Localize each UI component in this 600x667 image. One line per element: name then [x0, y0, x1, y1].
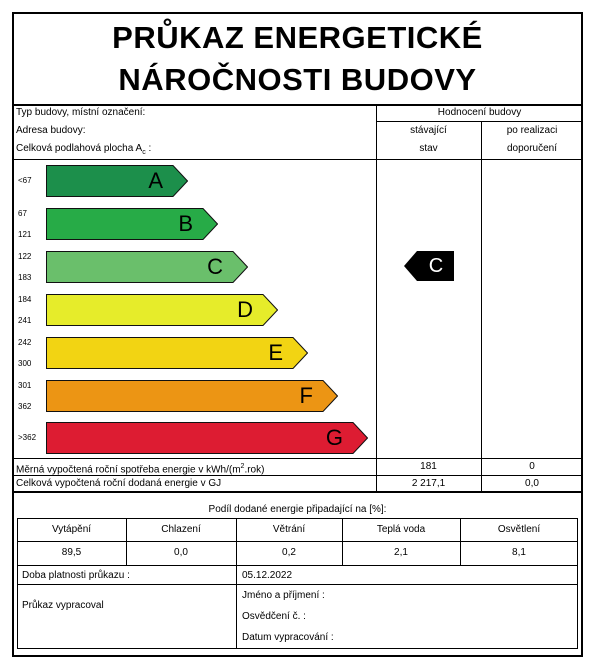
class-c-range-min: 122 [18, 252, 32, 261]
footer-col-divider [236, 565, 237, 649]
class-e-range-min: 242 [18, 338, 32, 347]
specific-consumption-current: 181 [420, 461, 437, 472]
metrics-divider [12, 491, 583, 493]
share-header-heating: Vytápění [51, 524, 92, 535]
class-d-letter: D [237, 297, 253, 322]
class-d-range-max: 241 [18, 316, 32, 325]
after-col-line2: doporučení [506, 143, 558, 154]
share-table-row-divider [17, 541, 578, 542]
share-value-cooling: 0,0 [174, 547, 188, 558]
preparation-date-label: Datum vypracování : [242, 632, 334, 643]
class-f-letter: F [299, 383, 313, 408]
share-value-hot-water: 2,1 [394, 547, 408, 558]
building-type-label: Typ budovy, místní označení: [16, 107, 146, 118]
class-a-range: <67 [18, 176, 32, 185]
class-f-bar [46, 380, 338, 412]
class-e-letter: E [268, 340, 283, 365]
class-f-range-min: 301 [18, 381, 32, 390]
floor-area-label: Celková podlahová plocha $A_c$ : [16, 143, 152, 156]
class-f-range-max: 362 [18, 402, 32, 411]
class-c-bar [46, 251, 248, 283]
title-line-1: PRŮKAZ ENERGETICKÉ [112, 20, 483, 55]
current-col-line2: stav [419, 143, 438, 154]
scale-divider [12, 458, 583, 459]
class-a-letter: A [148, 168, 163, 193]
class-b-range-min: 67 [18, 209, 27, 218]
class-d-bar [46, 294, 278, 326]
certificate-number-label: Osvědčení č. : [242, 611, 306, 622]
rating-header-divider [376, 121, 583, 122]
current-rating-letter: C [428, 255, 444, 277]
name-label: Jméno a příjmení : [242, 590, 325, 601]
title-line-2: NÁROČNOSTI BUDOVY [118, 62, 477, 97]
class-b-range-max: 121 [18, 230, 32, 239]
share-value-heating: 89,5 [61, 547, 82, 558]
class-b-bar [46, 208, 218, 240]
total-energy-current: 2 217,1 [411, 478, 446, 489]
class-g-bar [46, 422, 368, 454]
current-col-line1: stávající [410, 125, 447, 136]
col-divider-right [481, 121, 482, 491]
validity-value: 05.12.2022 [242, 570, 293, 581]
class-e-bar [46, 337, 308, 369]
rating-header: Hodnocení budovy [437, 107, 522, 118]
class-g-letter: G [325, 425, 343, 450]
footer-row-divider [17, 584, 578, 585]
share-header-cooling: Chlazení [161, 524, 201, 535]
share-title: Podíl dodané energie připadající na [%]: [208, 504, 387, 515]
share-header-ventilation: Větrání [272, 524, 306, 535]
class-b-letter: B [178, 211, 193, 236]
col-divider-left [376, 105, 377, 491]
total-energy-label: Celková vypočtená roční dodaná energie v GJ [16, 478, 222, 489]
share-value-lighting: 8,1 [512, 547, 526, 558]
share-value-ventilation: 0,2 [282, 547, 296, 558]
prepared-by-label: Průkaz vypracoval [22, 600, 104, 611]
validity-label: Doba platnosti průkazu : [22, 570, 130, 581]
class-e-range-max: 300 [18, 359, 32, 368]
class-c-letter: C [207, 254, 223, 279]
class-a-bar [46, 165, 188, 197]
specific-consumption-after: 0 [529, 461, 535, 472]
share-header-hot-water: Teplá voda [376, 524, 426, 535]
address-label: Adresa budovy: [16, 125, 86, 136]
after-col-line1: po realizaci [506, 125, 558, 136]
class-c-range-max: 183 [18, 273, 32, 282]
total-energy-after: 0,0 [525, 478, 539, 489]
current-rating-marker [404, 251, 454, 281]
specific-consumption-label: Měrná vypočtená roční spotřeba energie v kWh/$(m^2.rok)$ [16, 463, 265, 476]
header-divider [12, 159, 583, 160]
title-divider [12, 104, 583, 106]
class-g-range: >362 [18, 433, 37, 442]
class-d-range-min: 184 [18, 295, 32, 304]
share-header-lighting: Osvětlení [497, 524, 541, 535]
